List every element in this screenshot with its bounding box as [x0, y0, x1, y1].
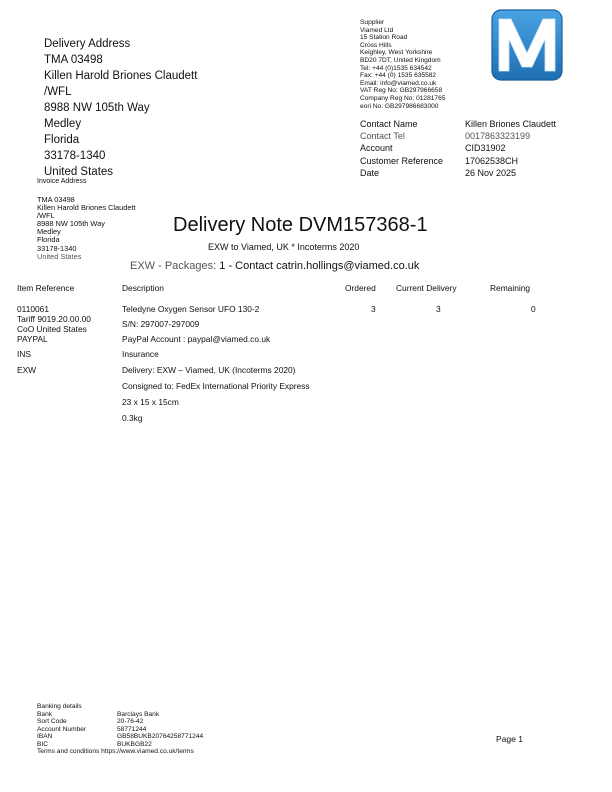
supplier-line: eori No: GB297986683000	[360, 102, 439, 110]
delivery-address-line: /WFL	[44, 86, 72, 98]
terms-link[interactable]: Terms and conditions https://www.viamed.co.uk/terms	[37, 748, 194, 755]
row-remaining: 0	[531, 304, 536, 314]
header-description: Description	[122, 283, 164, 293]
row-description: Consigned to: FedEx International Priority Express	[122, 381, 310, 391]
contact-details	[360, 118, 556, 179]
supplier-line: VAT Reg No: GB297966658	[360, 87, 443, 95]
contact-row	[360, 155, 556, 167]
page-number: Page 1	[496, 734, 523, 744]
invoice-address-line: Medley	[37, 227, 61, 237]
packages-value: 1 - Contact catrin.hollings@viamed.co.uk	[219, 260, 420, 272]
incoterm-line: EXW to Viamed, UK * Incoterms 2020	[208, 242, 360, 252]
header-item-reference: Item Reference	[17, 283, 75, 293]
banking-row	[37, 741, 203, 749]
invoice-address-line: Killen Harold Briones Claudett	[37, 203, 136, 213]
row-description-sub: S/N: 297007-297009	[122, 319, 200, 329]
delivery-address-line: 8988 NW 105th Way	[44, 102, 150, 114]
delivery-address-line: Florida	[44, 134, 80, 146]
row-reference: INS	[17, 349, 31, 359]
delivery-address-block	[44, 36, 197, 180]
banking-row	[37, 733, 203, 741]
invoice-address-title: Invoice Address	[37, 178, 87, 185]
delivery-address-line: United States	[44, 166, 114, 178]
row-description: 0.3kg	[122, 413, 143, 423]
banking-value: 20-76-42	[117, 718, 144, 725]
supplier-line: Viamed Ltd	[360, 26, 394, 34]
supplier-line: Fax: +44 (0) 1535 635582	[360, 72, 437, 80]
row-description: 23 x 15 x 15cm	[122, 397, 179, 407]
supplier-line: Email: info@viamed.co.uk	[360, 79, 437, 87]
header-current-delivery: Current Delivery	[396, 283, 457, 293]
document-title: Delivery Note DVM157368-1	[173, 214, 428, 236]
banking-row	[37, 711, 203, 719]
row-reference: EXW	[17, 365, 37, 375]
invoice-address-line: 33178-1340	[37, 243, 77, 253]
banking-row	[37, 718, 203, 726]
banking-label: Sort Code	[37, 718, 67, 725]
header-ordered: Ordered	[345, 283, 376, 293]
banking-label: Bank	[37, 710, 53, 718]
delivery-address-line: Killen Harold Briones Claudett	[44, 70, 198, 82]
supplier-line: 15 Station Road	[360, 34, 408, 42]
delivery-address-title: Delivery Address	[44, 38, 131, 50]
invoice-address-line: Florida	[37, 235, 60, 245]
row-ordered: 3	[371, 304, 376, 314]
invoice-address-block	[37, 196, 136, 261]
row-reference: PAYPAL	[17, 334, 48, 344]
packages-prefix: EXW - Packages:	[130, 260, 220, 272]
row-description: PayPal Account : paypal@viamed.co.uk	[122, 334, 271, 344]
contact-label: Customer Reference	[360, 155, 444, 166]
banking-value: GB58BUKB20764258771244	[117, 733, 204, 740]
delivery-address-line: 33178-1340	[44, 150, 106, 162]
supplier-line: Keighley, West Yorkshire	[360, 49, 433, 57]
contact-row	[360, 167, 556, 179]
banking-value: 58771244	[117, 725, 147, 733]
contact-value: 26 Nov 2025	[465, 167, 517, 178]
supplier-block	[360, 19, 445, 110]
reference-line: Tariff 9019.20.00.00	[17, 314, 91, 324]
contact-row	[360, 130, 556, 142]
supplier-line: BD20 7DT, United Kingdom	[360, 56, 441, 64]
reference-line: 0110061	[17, 304, 49, 314]
table-row-reference	[17, 304, 91, 334]
banking-value: BUKBGB22	[117, 740, 152, 748]
banking-label: Account Number	[37, 725, 87, 733]
banking-title: Banking details	[37, 703, 82, 710]
supplier-line: Company Reg No: 01281765	[360, 94, 446, 102]
header-remaining: Remaining	[490, 283, 531, 293]
contact-row	[360, 118, 556, 130]
supplier-line: Cross Hills	[360, 41, 392, 49]
contact-label: Contact Tel	[360, 131, 405, 142]
invoice-address-line: 8988 NW 105th Way	[37, 219, 105, 229]
contact-label: Account	[360, 143, 393, 154]
row-description: Teledyne Oxygen Sensor UFO 130-2	[122, 304, 260, 314]
delivery-address-line: Medley	[44, 118, 82, 130]
contact-label: Contact Name	[360, 119, 418, 129]
row-current-delivery: 3	[436, 304, 441, 314]
packages-line	[130, 260, 419, 272]
row-description: Delivery: EXW – Viamed, UK (Incoterms 2020)	[122, 365, 296, 375]
reference-line: CoO United States	[17, 324, 87, 334]
contact-value: CID31902	[465, 143, 506, 154]
invoice-address-line: United States	[37, 251, 82, 261]
delivery-address-line: TMA 03498	[44, 54, 103, 66]
banking-row	[37, 726, 203, 734]
banking-details	[37, 703, 203, 756]
banking-value: Barclays Bank	[117, 710, 160, 718]
contact-row	[360, 142, 556, 154]
viamed-logo-icon	[491, 9, 563, 81]
invoice-address-line: TMA 03498	[37, 195, 75, 204]
banking-label: IBAN	[37, 733, 53, 740]
contact-value: 17062538CH	[465, 155, 519, 166]
supplier-line: Tel: +44 (0)1535 634542	[360, 64, 432, 72]
banking-label: BIC	[37, 740, 48, 748]
row-description: Insurance	[122, 349, 159, 359]
contact-label: Date	[360, 167, 380, 178]
contact-value: 0017863323199	[465, 131, 531, 142]
supplier-line: Supplier	[360, 19, 385, 26]
invoice-address-line: /WFL	[37, 211, 55, 221]
contact-value: Killen Briones Claudett	[465, 119, 557, 129]
